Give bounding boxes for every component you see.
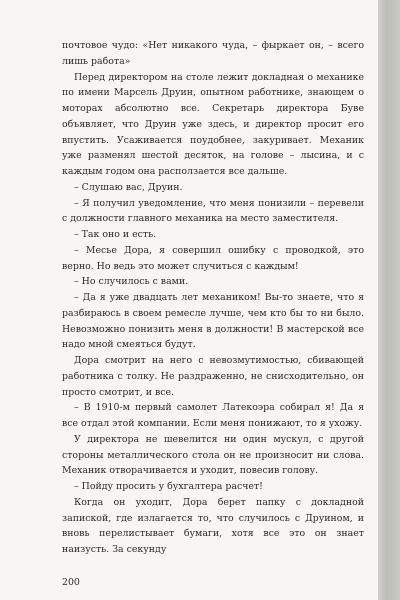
page-edge [378, 0, 400, 600]
paragraph: Дора смотрит на него с невозмутимостью, сбивающей работника с толку. Не раздраженно, не снисходительно, он просто смотрит, и все. [62, 355, 364, 398]
paragraph: Перед директором на столе лежит докладная о механике по имени Марсель Друин, опытном работнике, знающем о моторах абсолютно все. Секретарь директора Буве объявляет, что Друин уже здесь, и директор просит его впустить. Усаживается поудобнее, закуривает. Механик уже разменял шестой десяток, на голове – лысина, и с каждым годом она расползается все дальше. [62, 71, 364, 177]
paragraph: – Да я уже двадцать лет механиком! Вы-то знаете, что я разбираюсь в своем ремесле лучше, чем кто бы то ни было. Невозможно понизить меня в должности! В мастерской все надо мной смеяться будут. [62, 292, 364, 351]
paragraph: – Пойду просить у бухгалтера расчет! [74, 481, 263, 492]
paragraph: Когда он уходит, Дора берет папку с докладной запиской, где излагается то, что случилось с Друином, и вновь перелистывает бумаги, хотя все это он знает наизусть. За секунду [62, 496, 364, 555]
page-text [62, 38, 364, 558]
paragraph: – Слушаю вас, Друин. [74, 181, 183, 193]
paragraph: – Но случилось с вами. [74, 276, 189, 288]
paragraph: – В 1910-м первый самолет Латекоэра собирал я! Да я все отдал этой компании. Если меня понижают, то я ухожу. [62, 402, 364, 429]
paragraph: почтовое чудо: «Нет никакого чуда, – фыркает он, – всего лишь работа» [62, 40, 364, 67]
paragraph: – Месье Дора, я совершил ошибку с проводкой, это верно. Но ведь это может случиться с каждым! [62, 244, 364, 272]
paragraph: – Я получил уведомление, что меня понизили – перевели с должности главного механика на место заместителя. [62, 197, 364, 225]
paragraph: У директора не шевелится ни один мускул, с другой стороны металлического стола он не произносит ни слова. Механик отворачивается и уходит, повесив голову. [62, 433, 364, 477]
page-number: 200 [62, 577, 80, 588]
paragraph: – Так оно и есть. [74, 229, 157, 240]
